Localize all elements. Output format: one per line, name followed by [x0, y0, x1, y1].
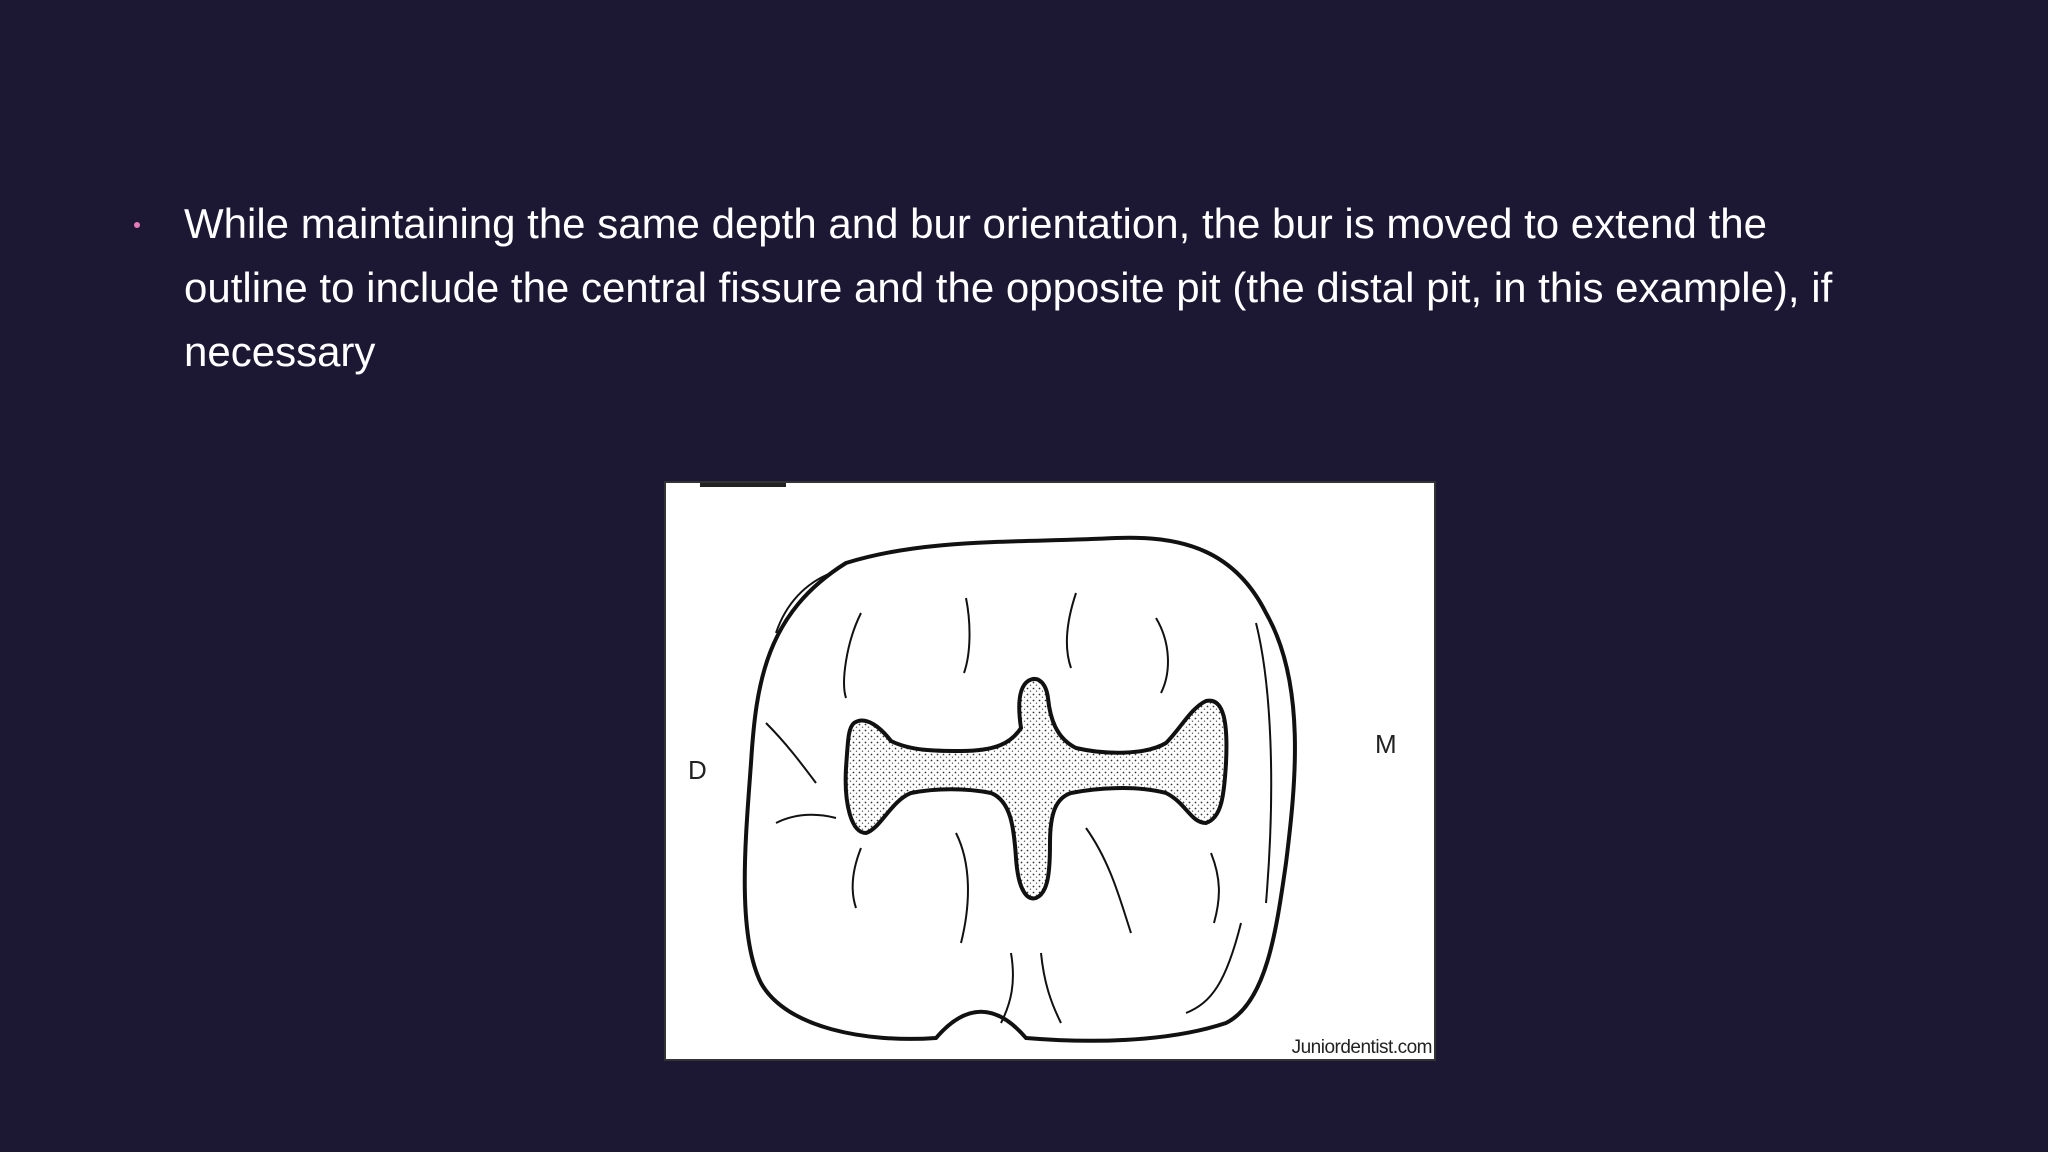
bullet-item	[184, 192, 1884, 384]
bullet-dot-icon	[134, 222, 140, 228]
bullet-text: While maintaining the same depth and bur orientation, the bur is moved to extend the outline to include the central fissure and the opposite pit (the distal pit, in this example), if necessary	[184, 200, 1833, 375]
label-distal: D	[688, 755, 707, 785]
label-mesial: M	[1375, 729, 1397, 759]
tooth-drawing-svg	[666, 483, 1436, 1061]
tooth-illustration	[664, 481, 1436, 1061]
watermark: Juniordentist.com	[1291, 1037, 1432, 1058]
